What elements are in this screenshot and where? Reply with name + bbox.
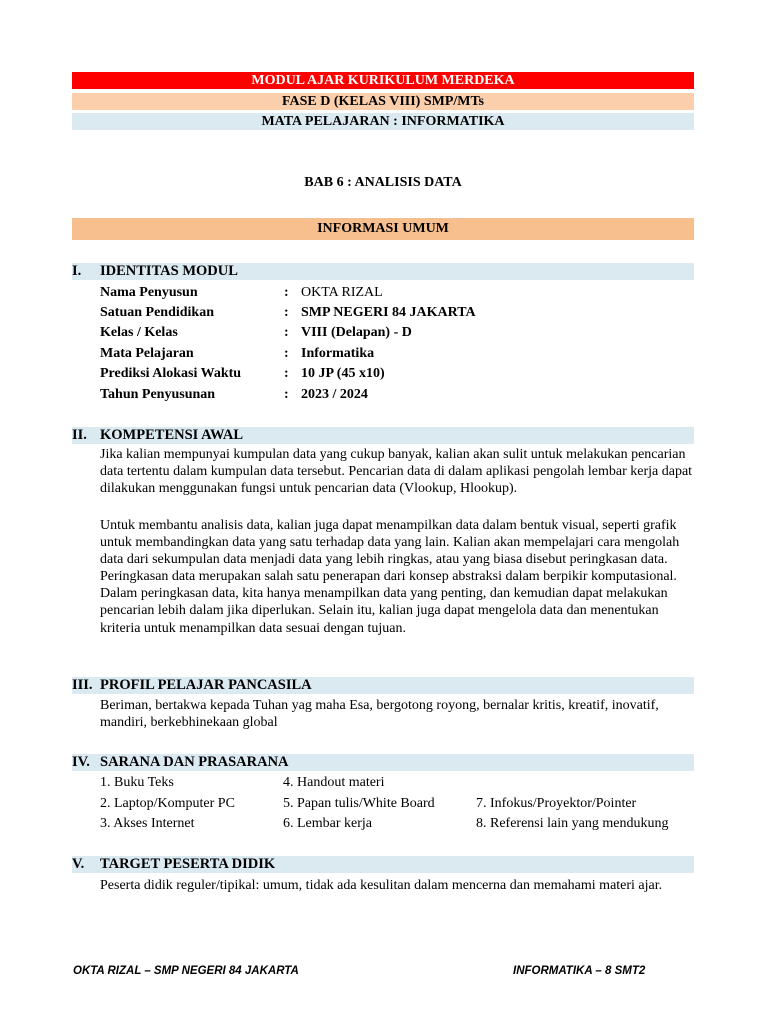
sarana-item: 1. Buku Teks (100, 775, 174, 790)
section-title: PROFIL PELAJAR PANCASILA (100, 677, 312, 693)
sarana-item: 6. Lembar kerja (283, 816, 373, 831)
identity-value: 10 JP (45 x10) (301, 366, 385, 381)
identity-label: Mata Pelajaran (100, 346, 194, 361)
section-sarana-heading (72, 754, 694, 771)
section-title: IDENTITAS MODUL (100, 263, 238, 279)
identity-colon: : (284, 387, 289, 402)
target-text: Peserta didik reguler/tipikal: umum, tidak ada kesulitan dalam mencerna dan memahami materi ajar. (100, 878, 663, 893)
module-title-band: MODUL AJAR KURIKULUM MERDEKA (72, 72, 694, 89)
section-number: V. (72, 856, 85, 872)
profil-text: Beriman, bertakwa kepada Tuhan yag maha Esa, bergotong royong, bernalar kritis, kreatif, inovatif, mandiri, berkebhinekaan global (100, 698, 659, 731)
identity-colon: : (284, 285, 289, 300)
identity-value: SMP NEGERI 84 JAKARTA (301, 305, 476, 320)
section-kompetensi-heading (72, 427, 694, 444)
identity-label: Nama Penyusun (100, 285, 198, 300)
identity-label: Prediksi Alokasi Waktu (100, 366, 242, 381)
identity-label: Satuan Pendidikan (100, 305, 214, 320)
identity-value: VIII (Delapan) - D (301, 325, 412, 340)
section-title: KOMPETENSI AWAL (100, 427, 244, 443)
identity-value: OKTA RIZAL (301, 285, 383, 300)
identity-colon: : (284, 325, 289, 340)
section-title: TARGET PESERTA DIDIK (100, 856, 276, 872)
sarana-item: 2. Laptop/Komputer PC (100, 796, 235, 811)
section-profil-heading (72, 677, 694, 694)
sarana-item: 5. Papan tulis/White Board (283, 796, 435, 811)
subject-band: MATA PELAJARAN : INFORMATIKA (72, 113, 694, 130)
section-title: SARANA DAN PRASARANA (100, 754, 289, 770)
chapter-title: BAB 6 : ANALISIS DATA (304, 175, 462, 190)
sarana-item: 4. Handout materi (283, 775, 385, 790)
info-umum-heading: INFORMASI UMUM (72, 218, 694, 240)
phase-band: FASE D (KELAS VIII) SMP/MTs (72, 93, 694, 110)
identity-colon: : (284, 305, 289, 320)
section-identitas-heading (72, 263, 694, 280)
footer-right: INFORMATIKA – 8 SMT2 (513, 965, 646, 977)
footer-left: OKTA RIZAL – SMP NEGERI 84 JAKARTA (73, 965, 299, 977)
section-number: III. (72, 677, 93, 693)
identity-colon: : (284, 366, 289, 381)
section-number: IV. (72, 754, 90, 770)
section-number: I. (72, 263, 82, 279)
sarana-item: 7. Infokus/Proyektor/Pointer (476, 796, 637, 811)
identity-value: Informatika (301, 346, 375, 361)
sarana-item: 8. Referensi lain yang mendukung (476, 816, 669, 831)
identity-label: Tahun Penyusunan (100, 387, 216, 402)
identity-label: Kelas / Kelas (100, 325, 178, 340)
identity-value: 2023 / 2024 (301, 387, 368, 402)
sarana-item: 3. Akses Internet (100, 816, 195, 831)
kompetensi-paragraph: Jika kalian mempunyai kumpulan data yang cukup banyak, kalian akan sulit untuk melakukan pencarian data tertentu dalam kumpulan data tersebut. Pencarian data di dalam aplikasi pengolah lembar kerja dapat dilakukan menggunakan fungsi untuk pencarian data (Vlookup, Hlookup). (100, 447, 693, 497)
section-number: II. (72, 427, 87, 443)
identity-colon: : (284, 346, 289, 361)
section-target-heading (72, 856, 694, 873)
kompetensi-paragraph: Untuk membantu analisis data, kalian juga dapat menampilkan data dalam bentuk visual, seperti grafik untuk membandingkan data yang satu terhadap data yang lain. Kalian akan mempelajari cara mengolah data dari sekumpulan data menjadi data yang lebih ringkas, atau yang biasa disebut peringkasan data. Peringkasan data merupakan salah satu penerapan dari konsep abstraksi dalam berpikir komputasional. Dalam peringkasan data, kita hanya menampilkan data yang penting, dan kemudian dapat melakukan pencarian lebih dalam jika diperlukan. Selain itu, kalian juga dapat mengelola data dan menentukan kriteria untuk menampilkan data sesuai dengan tujuan. (100, 518, 680, 636)
